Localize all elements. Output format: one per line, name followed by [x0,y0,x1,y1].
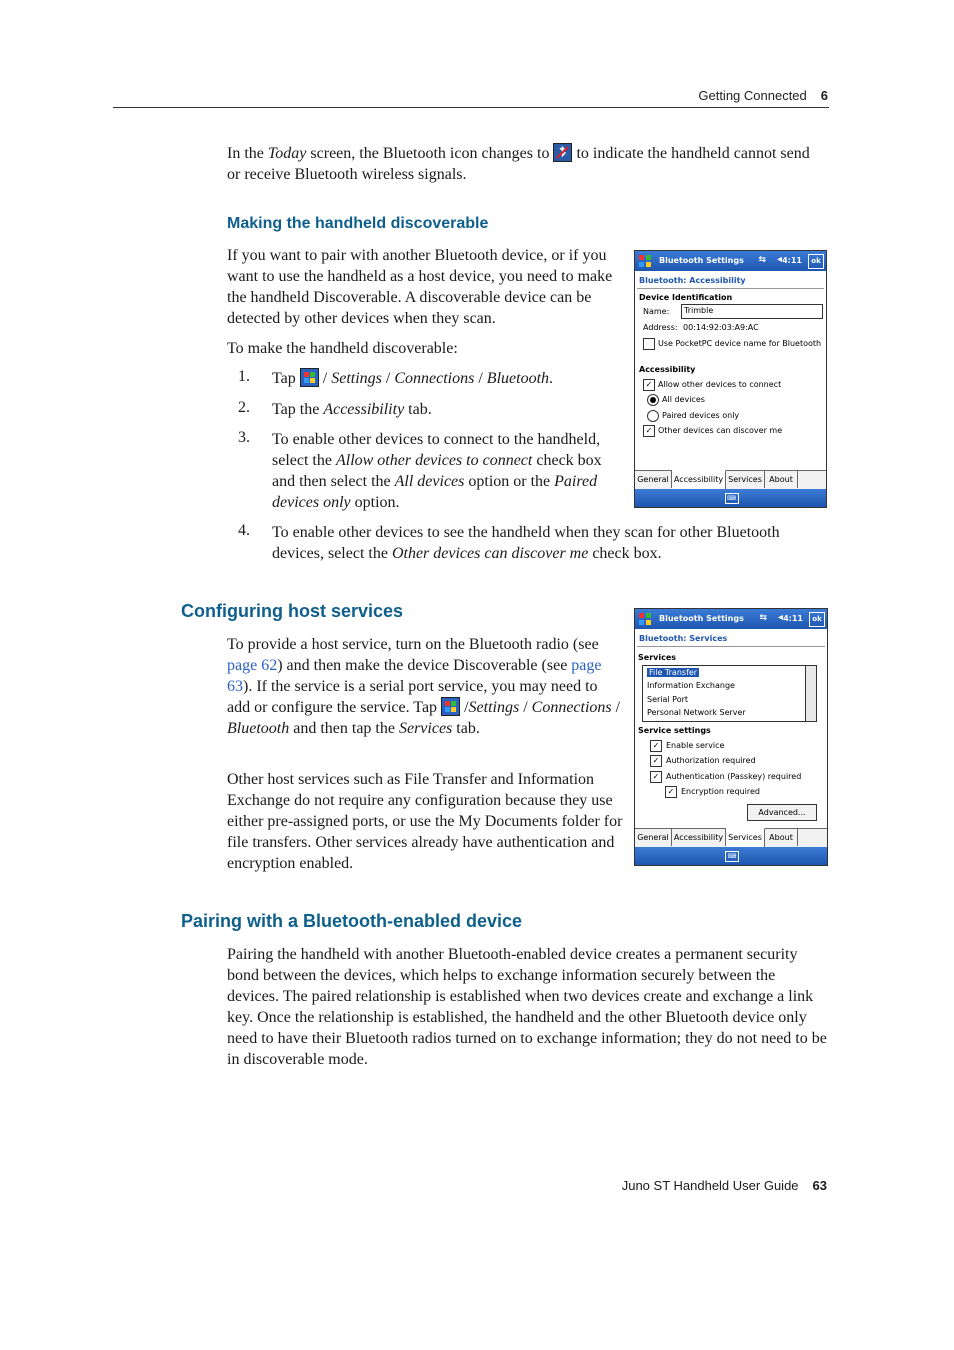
step-settings: Settings [331,370,382,387]
allow-label: Allow other devices to connect [658,380,782,389]
screenshot-services [634,608,828,866]
clock: 4:11 [783,614,803,623]
discoverable-intro: To make the handheld discoverable: [227,340,458,357]
step-text: / [318,370,332,387]
list-item-label: File Transfer [649,668,698,677]
tab-general[interactable]: General [635,829,672,846]
tab-accessibility[interactable]: Accessibility [672,470,726,489]
paired-only-radio[interactable] [647,410,659,422]
step-discover: Other devices can discover me [391,545,589,562]
list-item-label: Serial Port [647,695,689,704]
step-number: 2. [238,399,250,416]
authorization-label: Authorization required [666,756,756,765]
list-item-label: Personal Network Server [647,708,746,717]
encryption-checkbox[interactable]: ✓ [665,786,677,798]
advanced-button[interactable]: Advanced... [747,804,817,821]
address-value: 00:14:92:03:A9:AC [683,323,759,332]
pairing-paragraph: Pairing the handheld with another Bluetooth-enabled device creates a permanent security bond between the devices, which helps to exchange information securely between the devices. The paired relationship is established when two devices create and exchange a link key. Once the relationship is established, the handheld and the other Bluetooth device only need to have their Bluetooth radios turned on to exchange information; they do not need to be in discoverable mode. [227,946,827,1068]
address-label: Address: [643,323,678,332]
step-3 [272,429,622,513]
list-item-file-transfer[interactable] [647,668,699,677]
window-title: Bluetooth Settings [659,614,744,623]
guide-title: Juno ST Handheld User Guide [621,1178,799,1193]
device-id-label: Device Identification [639,293,733,302]
connectivity-icon[interactable]: ⇆ [758,255,766,265]
connectivity-icon[interactable]: ⇆ [759,613,767,623]
enable-service-label: Enable service [666,741,725,750]
step-text: Tap [272,370,300,387]
step-text: option or the [464,473,555,490]
name-label: Name: [643,307,670,316]
host-services: Services [398,720,453,737]
screen-subtitle: Bluetooth: Accessibility [639,276,746,285]
list-item-label: Information Exchange [647,681,735,690]
chapter-title: Getting Connected [698,88,807,103]
tab-general[interactable]: General [635,471,672,488]
page-62-link[interactable]: page 62 [227,657,278,674]
tab-bar [635,470,826,489]
host-text: tab. [452,720,480,737]
intro-text: to indicate the handheld cannot send or receive Bluetooth wireless signals. [227,145,810,183]
screenshot-accessibility [634,250,827,508]
header-rule [113,107,829,108]
keyboard-icon[interactable]: ⌨ [725,851,739,862]
step-text: To enable other devices to see the handheld when they scan for other Bluetooth devices, select the [272,524,780,562]
tab-services[interactable]: Services [726,471,765,488]
intro-text: In the [227,145,268,162]
list-item-serial-port[interactable] [647,695,688,704]
step-text: / [474,370,487,387]
step-text: Tap the [272,401,324,418]
intro-text: screen, the Bluetooth icon changes to [306,145,554,162]
use-name-checkbox[interactable] [643,338,655,350]
step-connections: Connections [394,370,475,387]
step-1 [272,368,622,389]
speaker-icon[interactable]: ◂ [777,612,783,623]
tab-bar [635,828,827,847]
name-input[interactable]: Trimble [681,304,823,319]
bluetooth-off-icon [553,143,572,162]
tab-services[interactable]: Services [726,828,765,847]
service-settings-label: Service settings [638,726,711,735]
windows-start-icon [441,697,460,716]
input-panel-bar [635,489,826,507]
authorization-checkbox[interactable]: ✓ [650,755,662,767]
input-panel-bar [635,847,827,865]
title-bar [635,251,826,271]
enable-service-checkbox[interactable]: ✓ [650,740,662,752]
heading-discoverable: Making the handheld discoverable [227,215,489,232]
chapter-number: 6 [820,88,828,103]
step-4 [272,522,828,564]
step-number: 3. [238,429,250,446]
host-settings: Settings [468,699,520,716]
page-63-link[interactable]: page 63 [227,657,602,695]
services-label: Services [638,653,677,662]
windows-start-icon [300,368,319,387]
discoverable-paragraph: If you want to pair with another Bluetooth device, or if you want to use the handheld as a host device, you need to make the handheld Discoverable. A discoverable device can be detected by other devices when they scan. [227,247,613,327]
running-header [698,88,828,103]
host-text: ). If the service is a serial port service, you may need to add or configure the service. Tap [227,678,598,716]
all-devices-label: All devices [662,395,705,404]
step-2 [272,399,622,420]
step-text: check box. [588,545,662,562]
heading-pairing: Pairing with a Bluetooth-enabled device [181,911,523,931]
host-text: / [460,699,469,716]
step-text: option. [350,494,400,511]
tab-about[interactable]: About [765,829,798,846]
step-text: To enable other devices to connect to the handheld, select the [272,431,601,469]
step-text: check box and then select the [272,452,602,490]
step-text: tab. [404,401,432,418]
title-bar [635,609,827,629]
step-number: 1. [238,368,250,385]
use-name-label: Use PocketPC device name for Bluetooth [658,339,822,348]
intro-paragraph [227,143,827,185]
encryption-label: Encryption required [681,787,761,796]
step-all-devices: All devices [394,473,465,490]
intro-today: Today [267,145,307,162]
keyboard-icon[interactable]: ⌨ [725,493,739,504]
divider [637,646,825,647]
allow-checkbox[interactable]: ✓ [643,379,655,391]
step-text: / [381,370,395,387]
speaker-icon[interactable]: ◂ [776,254,782,265]
heading-host-services: Configuring host services [181,601,404,621]
host-text: ) and then make the device Discoverable (see [277,657,572,674]
step-allow: Allow other devices to connect [335,452,533,469]
authentication-label: Authentication (Passkey) required [666,772,802,781]
step-text: . [549,370,554,387]
step-accessibility: Accessibility [323,401,405,418]
clock: 4:11 [782,256,802,265]
window-title: Bluetooth Settings [659,256,744,265]
windows-start-icon[interactable] [638,612,652,626]
discover-label: Other devices can discover me [658,426,783,435]
host-text: / [519,699,532,716]
accessibility-label: Accessibility [639,365,696,374]
host-text: and then tap the [289,720,399,737]
list-scrollbar[interactable] [805,666,816,721]
step-paired-only: Paired devices only [272,473,598,511]
running-footer [622,1178,827,1193]
authentication-checkbox[interactable]: ✓ [650,771,662,783]
page-number: 63 [812,1178,827,1193]
ok-button[interactable]: ok [808,254,824,269]
host-paragraph-2: Other host services such as File Transfer and Information Exchange do not require any configuration because they use either pre-assigned ports, or use the My Documents folder for file transfers. Other services already have authentication and encryption enabled. [227,771,623,872]
host-paragraph-1 [227,634,623,739]
ok-button[interactable]: ok [809,612,825,627]
screen-subtitle: Bluetooth: Services [639,634,728,643]
host-text: / [611,699,621,716]
windows-start-icon[interactable] [638,254,652,268]
step-number: 4. [238,522,250,539]
divider [637,288,824,289]
host-bluetooth: Bluetooth [227,720,290,737]
discover-checkbox[interactable]: ✓ [643,425,655,437]
paired-only-label: Paired devices only [662,411,740,420]
list-item-info-exchange[interactable] [647,681,735,690]
step-bluetooth: Bluetooth [486,370,550,387]
tab-about[interactable]: About [765,471,798,488]
services-list[interactable] [642,665,817,722]
host-connections: Connections [531,699,612,716]
host-text: To provide a host service, turn on the Bluetooth radio (see [227,636,599,653]
all-devices-radio[interactable] [647,394,659,406]
list-item-pan[interactable] [647,708,746,717]
tab-accessibility[interactable]: Accessibility [672,829,726,846]
